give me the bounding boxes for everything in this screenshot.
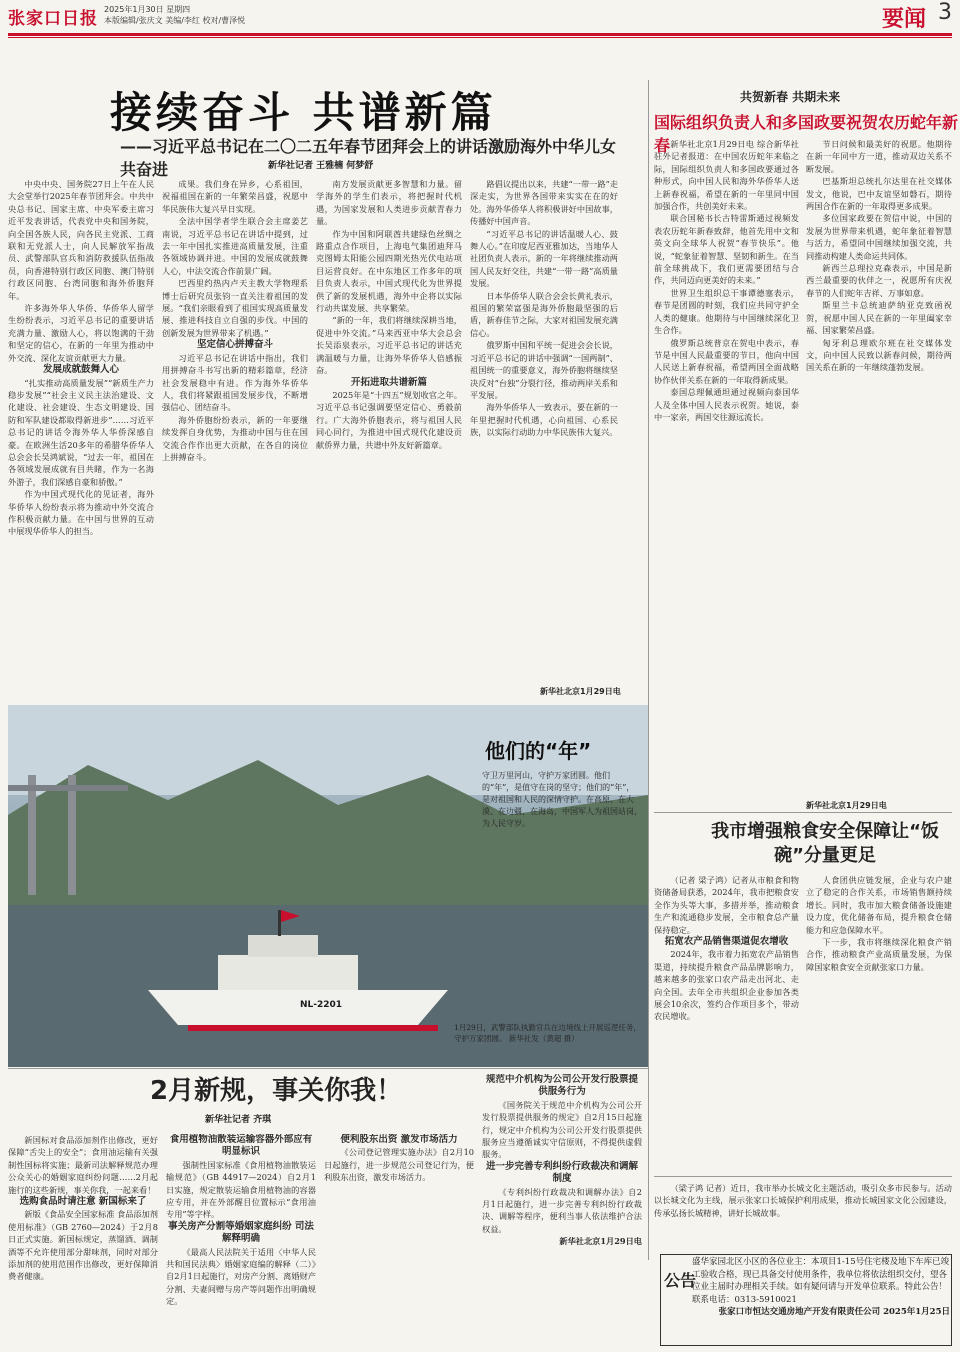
grain-headline: 我市增强粮食安全保障让“饭碗”分量更足 <box>711 821 939 866</box>
paragraph: 匈牙利总理欧尔班在社交媒体发文，向中国人民致以新春问候，期待两国关系在新的一年继续蓬勃发展。 <box>806 337 952 373</box>
lead-dateline: 新华社北京1月29日电 <box>540 687 621 696</box>
paragraph: 泰国总理佩通坦通过视频向泰国华人及全体中国人民表示祝贺。她说，泰中一家亲，两国交往源远流长。 <box>654 387 799 422</box>
notice-body: 盛华家园北区小区的各位业主：本项目1-15号住宅楼及地下车库已竣工验收合格，现已具备交付使用条件，我单位将依法组织交付，望各位业主届时办理相关手续。如有疑问请与开发单位联系。特此公告！联系电话：0313-5910021 <box>692 1257 950 1305</box>
feb-column-2 <box>166 1134 316 1346</box>
lead-column-1 <box>8 178 154 698</box>
subheading: 便利股东出资 激发市场活力 <box>340 1134 458 1145</box>
paragraph: 《最高人民法院关于适用〈中华人民共和国民法典〉婚姻家庭编的解释（二）》自2月1日起施行，对房产分割、离婚财产分割、夫妻间赠与房产等问题作出明确规定。 <box>166 1246 316 1307</box>
feb-byline: 新华社记者 齐琪 <box>205 1115 272 1125</box>
paragraph: 作为中国式现代化的见证者，海外华侨华人纷纷表示将为推动中外交流合作积极贡献力量。在中国与世界的互动中展现华侨华人的担当。 <box>8 489 154 537</box>
photo-title: 他们的“年” <box>485 739 592 763</box>
paragraph: 斯里兰卡总统迪萨纳亚克致函祝贺，祝愿中国人民在新的一年里阖家幸福、国家繁荣昌盛。 <box>806 300 952 336</box>
right-column-2 <box>806 138 952 798</box>
masthead-rule <box>8 33 952 36</box>
masthead-info <box>104 4 245 26</box>
paragraph: （记者 梁子鸿）记者从市粮食和物资储备局获悉，2024年，我市把粮食安全作为头等大事，多措并举，推动粮食生产和流通稳步发展，全市粮食总产量保持稳定。 <box>654 875 799 935</box>
paragraph: 俄罗斯总统普京在贺电中表示，春节是中国人民最重要的节日，他向中国人民送上新春祝福，希望两国全面战略协作伙伴关系在新的一年取得新成果。 <box>654 337 799 385</box>
photo-caption-text: 1月29日，武警部队执勤官兵在边境线上开展巡逻任务，守护万家团圆。 <box>454 1023 641 1043</box>
masthead-rule-thin <box>8 37 952 38</box>
grain-column-1 <box>654 874 799 1170</box>
paragraph: 巴基斯坦总统扎尔达里在社交媒体发文，他说，巴中友谊坚如磐石，期待两国合作在新的一年取得更多成果。 <box>806 176 952 212</box>
grain-column-2 <box>806 874 952 1170</box>
subheading: 食用植物油散装运输容器外部应有明显标识 <box>169 1134 313 1158</box>
paragraph: 人食团供应链发展，企业与农户建立了稳定的合作关系，市场销售额持续增长。同时，我市加大粮食储备设施建设力度，优化储备布局，提升粮食仓储能力和应急保障水平。 <box>806 875 952 935</box>
page-number: 3 <box>938 0 952 25</box>
right-column-1 <box>654 138 799 798</box>
right-kicker: 共贺新春 共期未来 <box>740 90 841 104</box>
notice-signer: 张家口市恒达交通房地产开发有限责任公司 2025年1月25日 <box>718 1307 950 1317</box>
notice-text <box>692 1256 950 1319</box>
subheading: 事关房产分割等婚姻家庭纠纷 司法解释明确 <box>168 1220 314 1245</box>
paragraph: 《国务院关于规范中介机构为公司公开发行股票提供服务的规定》自2月15日起施行，规定中介机构为公司公开发行股票提供服务应当遵循诚实守信原则，不得提供虚假服务。 <box>482 1099 642 1160</box>
lead-column-2 <box>162 178 308 698</box>
paragraph: 下一步，我市将继续深化粮食产销合作，推动粮食产业高质量发展，为保障国家粮食安全贡献张家口力量。 <box>806 937 952 972</box>
paragraph: 新西兰总理拉克森表示，中国是新西兰最重要的伙伴之一，祝愿所有庆祝春节的人们蛇年吉祥、万事如意。 <box>806 263 952 298</box>
right-headline: 国际组织负责人和多国政要祝贺农历蛇年新春 <box>654 113 959 155</box>
paragraph: “习近平总书记的讲话温暖人心、鼓舞人心。”在印度尼西亚雅加达，当地华人社团负责人表示，新的一年将继续推动两国人民友好交往，共建“一带一路”高质量发展。 <box>470 228 618 289</box>
paragraph: 南方发展贡献更多智慧和力量。留学海外的学生们表示，将把握时代机遇，为国家发展和人类进步贡献青春力量。 <box>316 179 462 227</box>
paragraph: 巴西里约热内卢天主教大学物理系博士后研究员张钧一直关注着祖国的发展。“我们亲眼看到了祖国实现高质量发展、推进科技自立自强的步伐。中国的创新发展为世界带来了机遇。” <box>162 278 308 338</box>
notice-label: 公告 <box>664 1271 697 1290</box>
subheading: 选购食品时请注意 新国标来了 <box>19 1196 147 1208</box>
paragraph: 世界卫生组织总干事谭德塞表示，春节是团圆的时刻，我们应共同守护全人类的健康。他期待与中国继续深化卫生合作。 <box>654 287 799 336</box>
subheading: 坚定信心拼搏奋斗 <box>196 339 273 351</box>
subheading: 拓宽农产品销售渠道促农增收 <box>664 936 789 948</box>
paragraph: 节日问候和最美好的祝愿。他期待在新一年同中方一道，推动双边关系不断发展。 <box>806 139 952 174</box>
paragraph: 新国标对食品添加剂作出修改，更好保障“舌尖上的安全”；食用油运输有关强制性国标将实施；最新司法解释规范办理公众关心的婚姻家庭纠纷问题……2月起施行的这些新规，事关你我，一起来看！ <box>8 1135 158 1195</box>
lead-subheadline: ——习近平总书记在二〇二五年春节团拜会上的讲话激励海外中华儿女共奋进 <box>120 137 617 179</box>
paragraph: 路倡议提出以来，共建“一带一路”走深走实，为世界各国带来实实在在的好处。海外华侨华人将积极讲好中国故事，传播好中国声音。 <box>470 179 618 227</box>
paragraph: 2025年是“十四五”规划收官之年。习近平总书记强调要坚定信心、勇毅前行。广大海外侨胞表示，将与祖国人民同心同行，为推进中国式现代化建设贡献侨界力量，共谱中外友好新篇章。 <box>316 389 462 450</box>
lead-headline: 接续奋斗 共谱新篇 <box>110 88 497 137</box>
photo-caption-top: 守卫万里河山，守护万家团圆。他们的“年”，是值守在岗的坚守；他们的“年”，是对祖国和人民的深情守护。在高原、在大漠、在边疆、在海岛，中国军人为祖国站岗，为人民守岁。 <box>482 771 642 828</box>
section-divider <box>654 812 952 813</box>
boat-hull-number: NL-2201 <box>300 1000 343 1010</box>
paragraph: 日本华侨华人联合会会长黄礼表示，祖国的繁荣富强是海外侨胞最坚强的后盾，新春佳节之际，大家对祖国发展充满信心。 <box>470 290 618 338</box>
feb-dateline: 新华社北京1月29日电 <box>559 1236 642 1247</box>
right-bottom-article <box>654 1182 952 1248</box>
feb-headline: 2月新规，事关你我！ <box>150 1076 403 1106</box>
paragraph: 新版《食品安全国家标准 食品添加剂使用标准》（GB 2760—2024）于2月8日正式实施。新国标规定，蒸馏酒、调制酒等不允许使用部分甜味剂，同时对部分添加剂的使用范围作出修改，更好保障消费者健康。 <box>8 1209 158 1282</box>
paragraph: 俄罗斯中国和平统一促进会会长说，习近平总书记的讲话中强调“一国两制”、祖国统一的重要意义，海外侨胞将继续坚决反对“台独”分裂行径，推动两岸关系和平发展。 <box>470 340 618 400</box>
paragraph: 2024年，我市着力拓宽农产品销售渠道，持续提升粮食产品品牌影响力，越来越多的张家口农产品走出河北、走向全国。去年全市共组织企业参加各类展会10余次，签约合作项目多个，带动农民增收。 <box>654 949 799 1022</box>
paragraph: 强制性国家标准《食用植物油散装运输规范》（GB 44917—2024）自2月1日实施，规定散装运输食用植物油的容器应专用，并在外部醒目位置标示“食用油专用”等字样。 <box>166 1159 316 1220</box>
photo-credit: 新华社发（黄超 摄） <box>508 1034 579 1043</box>
paragraph: 全法中国学者学生联合会主席姜艺南说，习近平总书记在讲话中提到，过去一年中国扎实推进高质量发展，注重各领域协调并进。中国的发展成就鼓舞人心，中法交流合作前景广阔。 <box>162 216 308 276</box>
paragraph: 新华社北京1月29日电 综合新华社驻外记者报道：在中国农历蛇年来临之际，国际组织负责人和多国政要通过各种形式，向中国人民和海外华侨华人送上新春祝福，希望在新的一年里同中国加强合作，共创美好未来。 <box>654 139 799 212</box>
newspaper-logo: 张家口日报 <box>8 9 98 29</box>
paragraph: 多位国家政要在贺信中说，中国的发展为世界带来机遇，蛇年象征着智慧与活力，希望同中国继续加强交流，共同推动构建人类命运共同体。 <box>806 213 952 261</box>
right-dateline: 新华社北京1月29日电 <box>806 801 887 810</box>
paragraph: “扎实推动高质量发展”“新质生产力稳步发展”“社会主义民主法治建设、文化建设、社会建设、生态文明建设、国防和军队建设都取得新进步”……习近平总书记的讲话令海外华人华侨深感自豪。在欧洲生活20多年的希腊华侨华人总会会长吴鸿斌说，“过去一年，祖国在各领域发展成就有目共睹，作为一名海外游子，我们深感自豪和骄傲。” <box>8 377 154 487</box>
paragraph: 成果。我们身在异乡，心系祖国，祝福祖国在新的一年繁荣昌盛，祝愿中华民族伟大复兴早日实现。 <box>162 179 308 214</box>
paragraph: 联合国秘书长古特雷斯通过视频发表农历蛇年新春致辞，他首先用中文和英文向全球华人祝贺“春节快乐”。他说，“蛇象征着智慧、坚韧和新生。在当前全球挑战下，我们更需要团结与合作，共同迈向更美好的未来。” <box>654 213 799 286</box>
lead-column-3 <box>316 178 462 698</box>
section-label: 要闻 <box>881 7 926 32</box>
paragraph: 《公司登记管理实施办法》自2月10日起施行，进一步规范公司登记行为，便利股东出资，激发市场活力。 <box>324 1147 474 1183</box>
feb-column-1 <box>8 1134 158 1346</box>
lead-column-4 <box>470 178 618 686</box>
paragraph: 作为中国和阿联酋共建绿色丝绸之路重点合作项目，上海电气集团迪拜马克图姆太阳能公园四期光热光伏电站项目运营良好。在中东地区工作多年的项目负责人表示，中国式现代化为世界提供了新的发展机遇，海外中企将以实际行动共谋发展、共享繁荣。 <box>316 228 462 314</box>
paragraph: （梁子鸿 记者）近日，我市举办长城文化主题活动，吸引众多市民参与。活动以长城文化为主线，展示张家口长城保护利用成果，推动长城国家文化公园建设，传承弘扬长城精神，讲好长城故事。 <box>654 1183 952 1218</box>
subheading: 开拓进取共谱新篇 <box>350 376 427 388</box>
feb-column-3 <box>324 1134 474 1346</box>
issue-date: 2025年1月30日 星期四 <box>104 5 191 14</box>
column-divider <box>648 80 649 1260</box>
paragraph: 许多海外华人华侨、华侨华人留学生纷纷表示，习近平总书记的重要讲话充满力量、激励人心，将以饱满的干劲和坚定的信心，在新的一年里为推动中外交流、深化友谊贡献更大力量。 <box>8 303 154 363</box>
paragraph: 海外侨胞纷纷表示，新的一年要继续发挥自身优势，为推动中国与住在国交流合作作出更大贡献，在各自的岗位上拼搏奋斗。 <box>162 414 308 462</box>
paragraph: 《专利纠纷行政裁决和调解办法》自2月1日起施行，进一步完善专利纠纷行政裁决、调解等程序，便利当事人依法维护合法权益。 <box>482 1186 642 1234</box>
section-divider <box>654 1176 952 1177</box>
photo-caption-bottom <box>454 1022 644 1044</box>
subheading: 规范中介机构为公司公开发行股票提供服务行为 <box>485 1074 638 1098</box>
subheading: 进一步完善专利纠纷行政裁决和调解制度 <box>485 1160 638 1185</box>
paragraph: 习近平总书记在讲话中指出，我们用拼搏奋斗书写出新的精彩篇章，经济社会发展稳中有进。作为海外华侨华人，我们将紧跟祖国发展步伐，不断增强信心、团结奋斗。 <box>162 352 308 413</box>
paragraph: “新的一年，我们将继续深耕当地，促进中外交流。”马来西亚中华大会总会长吴添泉表示，习近平总书记的讲话充满温暖与力量，让海外华侨华人倍感振奋。 <box>316 315 462 376</box>
paragraph: 中央中央、国务院27日上午在人民大会堂举行2025年春节团拜会。中共中央总书记、国家主席、中央军委主席习近平发表讲话，代表党中央和国务院，向全国各族人民，向各民主党派、工商联和无党派人士，向人民解放军指战员、武警部队官兵和消防救援队伍指战员，向香港特别行政区同胞、澳门特别行政区同胞、台湾同胞和海外侨胞拜年。 <box>8 179 154 301</box>
section-divider <box>8 1068 648 1069</box>
paragraph: 海外华侨华人一致表示，要在新的一年里把握时代机遇，心向祖国、心系民族，以实际行动助力中华民族伟大复兴。 <box>470 402 618 438</box>
editors-line: 本版编辑/张庆文 美编/李红 校对/曹泽悦 <box>104 16 246 25</box>
feb-column-4 <box>482 1074 642 1346</box>
subheading: 发展成就鼓舞人心 <box>42 364 119 376</box>
lead-byline: 新华社记者 王雅楠 何梦舒 <box>268 161 374 171</box>
